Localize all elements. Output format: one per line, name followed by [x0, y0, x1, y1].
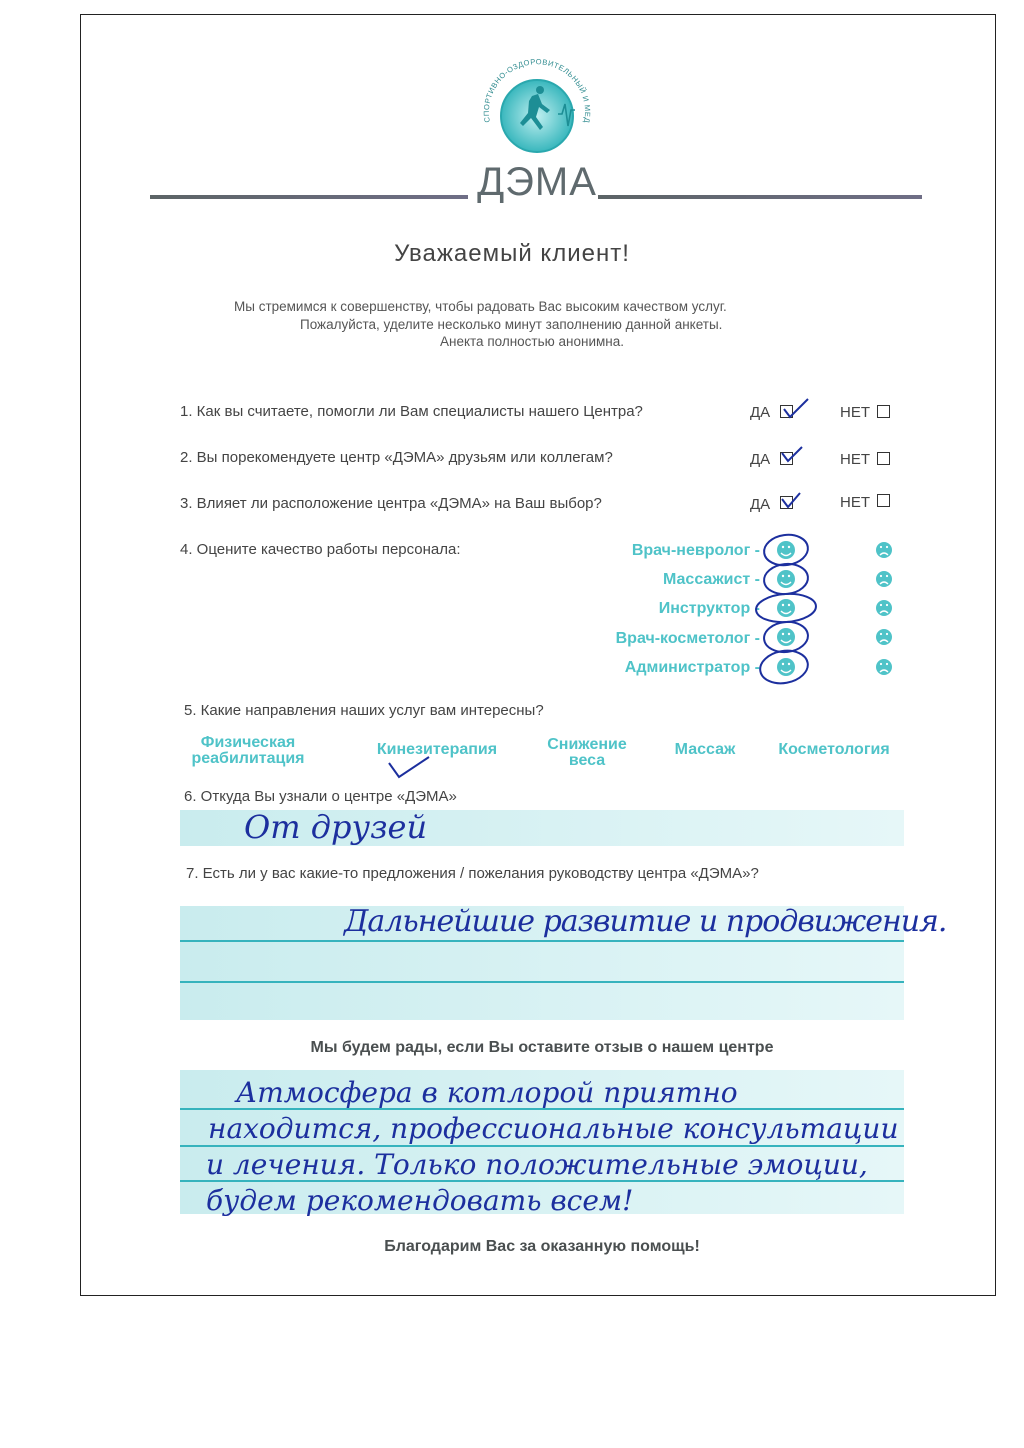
sad-icon [876, 571, 892, 587]
smile-icon [777, 628, 795, 646]
staff-masseur: Массажист - [663, 571, 760, 588]
handwritten-checkmarks [770, 395, 820, 525]
review-text-line-3[interactable]: и лечения. Только положительные эмоции, [206, 1148, 868, 1181]
logo-rule-left [150, 195, 468, 199]
service-cosmetology[interactable] [764, 742, 904, 758]
service-physical-rehab-line2: реабилитация [191, 750, 305, 767]
q7-line-2 [180, 981, 904, 983]
question-6: 6. Откуда Вы узнали о центре «ДЭМА» [184, 788, 457, 805]
q6-answer[interactable]: От друзей [244, 808, 428, 846]
intro-line-2: Пожалуйста, уделите несколько минут заполнению данной анкеты. [300, 317, 723, 332]
logo-rule-right [598, 195, 922, 199]
q2-checkmark [782, 447, 802, 461]
staff-cosmetologist: Врач-косметолог - [615, 630, 760, 647]
brand-name: ДЭМА [477, 160, 597, 204]
service-massage[interactable] [660, 742, 750, 758]
staff-neurologist: Врач-невролог - [631, 542, 760, 559]
logo-arc-text: СПОРТИВНО-ОЗДОРОВИТЕЛЬНЫЙ И МЕД [481, 57, 593, 124]
greeting-title: Уважаемый клиент! [394, 240, 630, 267]
question-4: 4. Оцените качество работы персонала: [180, 541, 461, 558]
question-3: 3. Влияет ли расположение центра «ДЭМА» на Ваш выбор? [180, 495, 602, 512]
intro-line-3: Анекта полностью анонимна. [440, 334, 624, 349]
sad-icon [876, 629, 892, 645]
review-text-line-2[interactable]: находится, профессиональные консультации [208, 1112, 899, 1145]
service-kinesitherapy-line1: Кинезитерапия [376, 741, 498, 758]
q7-line-1 [180, 940, 904, 942]
rating-faces [750, 528, 910, 688]
q2-no-checkbox[interactable] [877, 452, 890, 465]
q1-no-label: НЕТ [840, 404, 870, 421]
sad-icon [876, 542, 892, 558]
intro-line-1: Мы стремимся к совершенству, чтобы радовать Вас высоким качеством услуг. [234, 299, 727, 314]
smile-icon [777, 570, 795, 588]
sad-icon [876, 600, 892, 616]
q3-no-label: НЕТ [840, 494, 870, 511]
smile-icon [777, 599, 795, 617]
q1-yes-label: ДА [750, 404, 771, 421]
service-physical-rehab[interactable] [178, 735, 318, 767]
smile-icon [777, 658, 795, 676]
service-massage-line1: Массаж [674, 741, 736, 758]
q3-yes-label: ДА [750, 496, 771, 513]
question-2: 2. Вы порекомендуете центр «ДЭМА» друзьям или коллегам? [180, 449, 613, 466]
question-1: 1. Как вы считаете, помогли ли Вам специалисты нашего Центра? [180, 403, 643, 420]
review-heading: Мы будем рады, если Вы оставите отзыв о нашем центре [310, 1039, 774, 1056]
smile-icon [777, 541, 795, 559]
service-physical-rehab-line1: Физическая [200, 734, 296, 751]
q3-no-checkbox[interactable] [877, 494, 890, 507]
service-weight-loss-line2: веса [568, 752, 606, 769]
service-cosmetology-line1: Косметология [778, 741, 890, 758]
q3-checkmark [782, 493, 800, 507]
staff-instructor: Инструктор - [658, 600, 760, 617]
dema-logo [462, 44, 612, 174]
sad-icon [876, 659, 892, 675]
service-weight-loss[interactable] [532, 737, 642, 769]
q1-no-checkbox[interactable] [877, 405, 890, 418]
question-7: 7. Есть ли у вас какие-то предложения / пожелания руководству центра «ДЭМА»? [186, 865, 759, 882]
staff-administrator: Администратор - [624, 659, 760, 676]
q7-answer[interactable]: Дальнейшие развитие и продвижения. [344, 904, 947, 939]
q1-checkmark [784, 399, 808, 417]
review-text-line-4[interactable]: будем рекомендовать всем! [206, 1184, 634, 1217]
review-line-2 [180, 1145, 904, 1147]
kinesitherapy-checkmark [385, 755, 435, 785]
thank-you-footer: Благодарим Вас за оказанную помощь! [384, 1238, 700, 1255]
service-weight-loss-line1: Снижение [547, 736, 627, 753]
question-5: 5. Какие направления наших услуг вам интересны? [184, 702, 544, 719]
review-text-line-1[interactable]: Атмосфера в котлорой приятно [236, 1076, 738, 1109]
q2-yes-label: ДА [750, 451, 771, 468]
q2-no-label: НЕТ [840, 451, 870, 468]
